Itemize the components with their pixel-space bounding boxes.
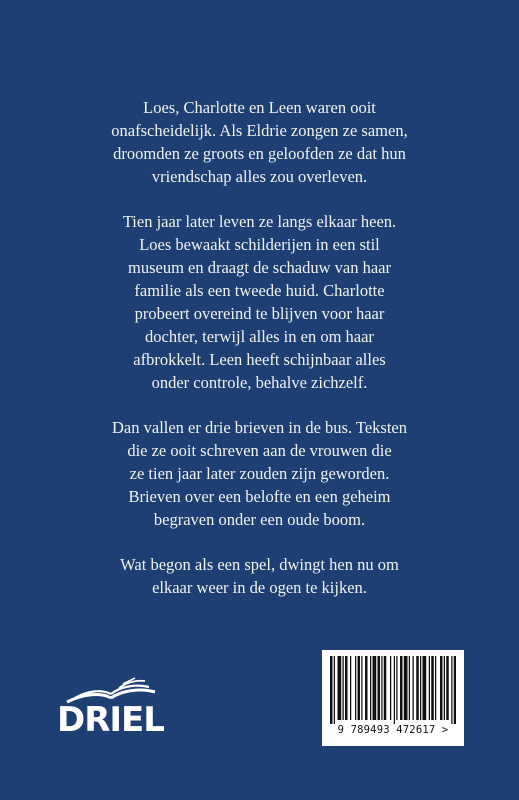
barcode-bar bbox=[423, 656, 427, 720]
barcode-bar bbox=[373, 656, 377, 720]
barcode-bar bbox=[370, 656, 371, 720]
blurb-line: Dan vallen er drie brieven in de bus. Teksten bbox=[112, 418, 407, 437]
barcode-bar bbox=[446, 656, 449, 720]
barcode-bar bbox=[378, 656, 381, 720]
barcode-bar bbox=[390, 656, 391, 720]
barcode-bar bbox=[416, 656, 419, 720]
isbn-number: 9 789493 472617 > bbox=[337, 724, 449, 736]
barcode-bar bbox=[409, 656, 410, 720]
barcode-bar bbox=[365, 656, 368, 720]
isbn-barcode bbox=[322, 650, 464, 746]
blurb-line: onafscheidelijk. Als Eldrie zongen ze samen, bbox=[111, 121, 408, 140]
barcode-bars bbox=[330, 656, 456, 724]
barcode-bar bbox=[334, 656, 335, 724]
blurb-line: dochter, terwijl alles in en om haar bbox=[145, 327, 374, 346]
blurb-line: Brieven over een belofte en een geheim bbox=[128, 487, 391, 506]
barcode-bar bbox=[396, 656, 397, 720]
barcode-bar bbox=[413, 656, 414, 720]
barcode-bar bbox=[431, 656, 434, 720]
blurb-line: begraven onder een oude boom. bbox=[153, 510, 366, 529]
blurb-paragraph-4 bbox=[40, 553, 479, 599]
blurb-text bbox=[40, 96, 479, 621]
blurb-line: die ze ooit schreven aan de vrouwen die bbox=[127, 441, 392, 460]
barcode-bar bbox=[330, 656, 333, 724]
barcode-bar bbox=[404, 656, 408, 720]
blurb-line: familie als een tweede huid. Charlotte bbox=[134, 281, 385, 300]
blurb-line: Tien jaar later leven ze langs elkaar heen. bbox=[122, 212, 397, 231]
barcode-bar bbox=[454, 656, 456, 724]
blurb-paragraph-1 bbox=[40, 96, 479, 188]
barcode-bar bbox=[444, 656, 445, 720]
blurb-line: afbrokkelt. Leen heeft schijnbaar alles bbox=[133, 350, 386, 369]
barcode-bar bbox=[338, 656, 342, 720]
publisher-logo-wordmark: DRIEL bbox=[57, 700, 164, 740]
barcode-bar bbox=[355, 656, 356, 720]
blurb-paragraph-2 bbox=[40, 210, 479, 394]
barcode-bar bbox=[420, 656, 421, 720]
barcode-bar bbox=[358, 656, 361, 720]
blurb-line: probeert overeind te blijven voor haar bbox=[134, 304, 385, 323]
blurb-line: Loes bewaakt schilderijen in een stil bbox=[139, 235, 380, 254]
blurb-line: vriendschap alles zou overleven. bbox=[151, 167, 368, 186]
barcode-bar bbox=[384, 656, 387, 720]
barcode-bar bbox=[435, 656, 436, 720]
barcode-bar bbox=[451, 656, 452, 724]
publisher-logo bbox=[57, 676, 169, 740]
blurb-line: Wat begon als een spel, dwingt hen nu om bbox=[120, 555, 399, 574]
blurb-line: museum en draagt de schaduw van haar bbox=[128, 258, 391, 277]
barcode-bar bbox=[440, 656, 443, 720]
barcode-bar bbox=[381, 656, 382, 720]
blurb-line: Loes, Charlotte en Leen waren ooit bbox=[143, 98, 376, 117]
blurb-paragraph-3 bbox=[40, 416, 479, 531]
blurb-line: elkaar weer in de ogen te kijken. bbox=[152, 578, 367, 597]
barcode-bar bbox=[350, 656, 351, 720]
barcode-bar bbox=[345, 656, 348, 720]
barcode-bar bbox=[400, 656, 403, 720]
blurb-line: onder controle, behalve zichzelf. bbox=[151, 373, 368, 392]
barcode-bar bbox=[429, 656, 430, 720]
barcode-bar bbox=[361, 656, 362, 720]
blurb-line: droomden ze groots en geloofden ze dat hun bbox=[113, 144, 406, 163]
barcode-bar bbox=[394, 656, 395, 724]
blurb-line: ze tien jaar later zouden zijn geworden. bbox=[129, 464, 390, 483]
barcode-bar bbox=[343, 656, 344, 720]
